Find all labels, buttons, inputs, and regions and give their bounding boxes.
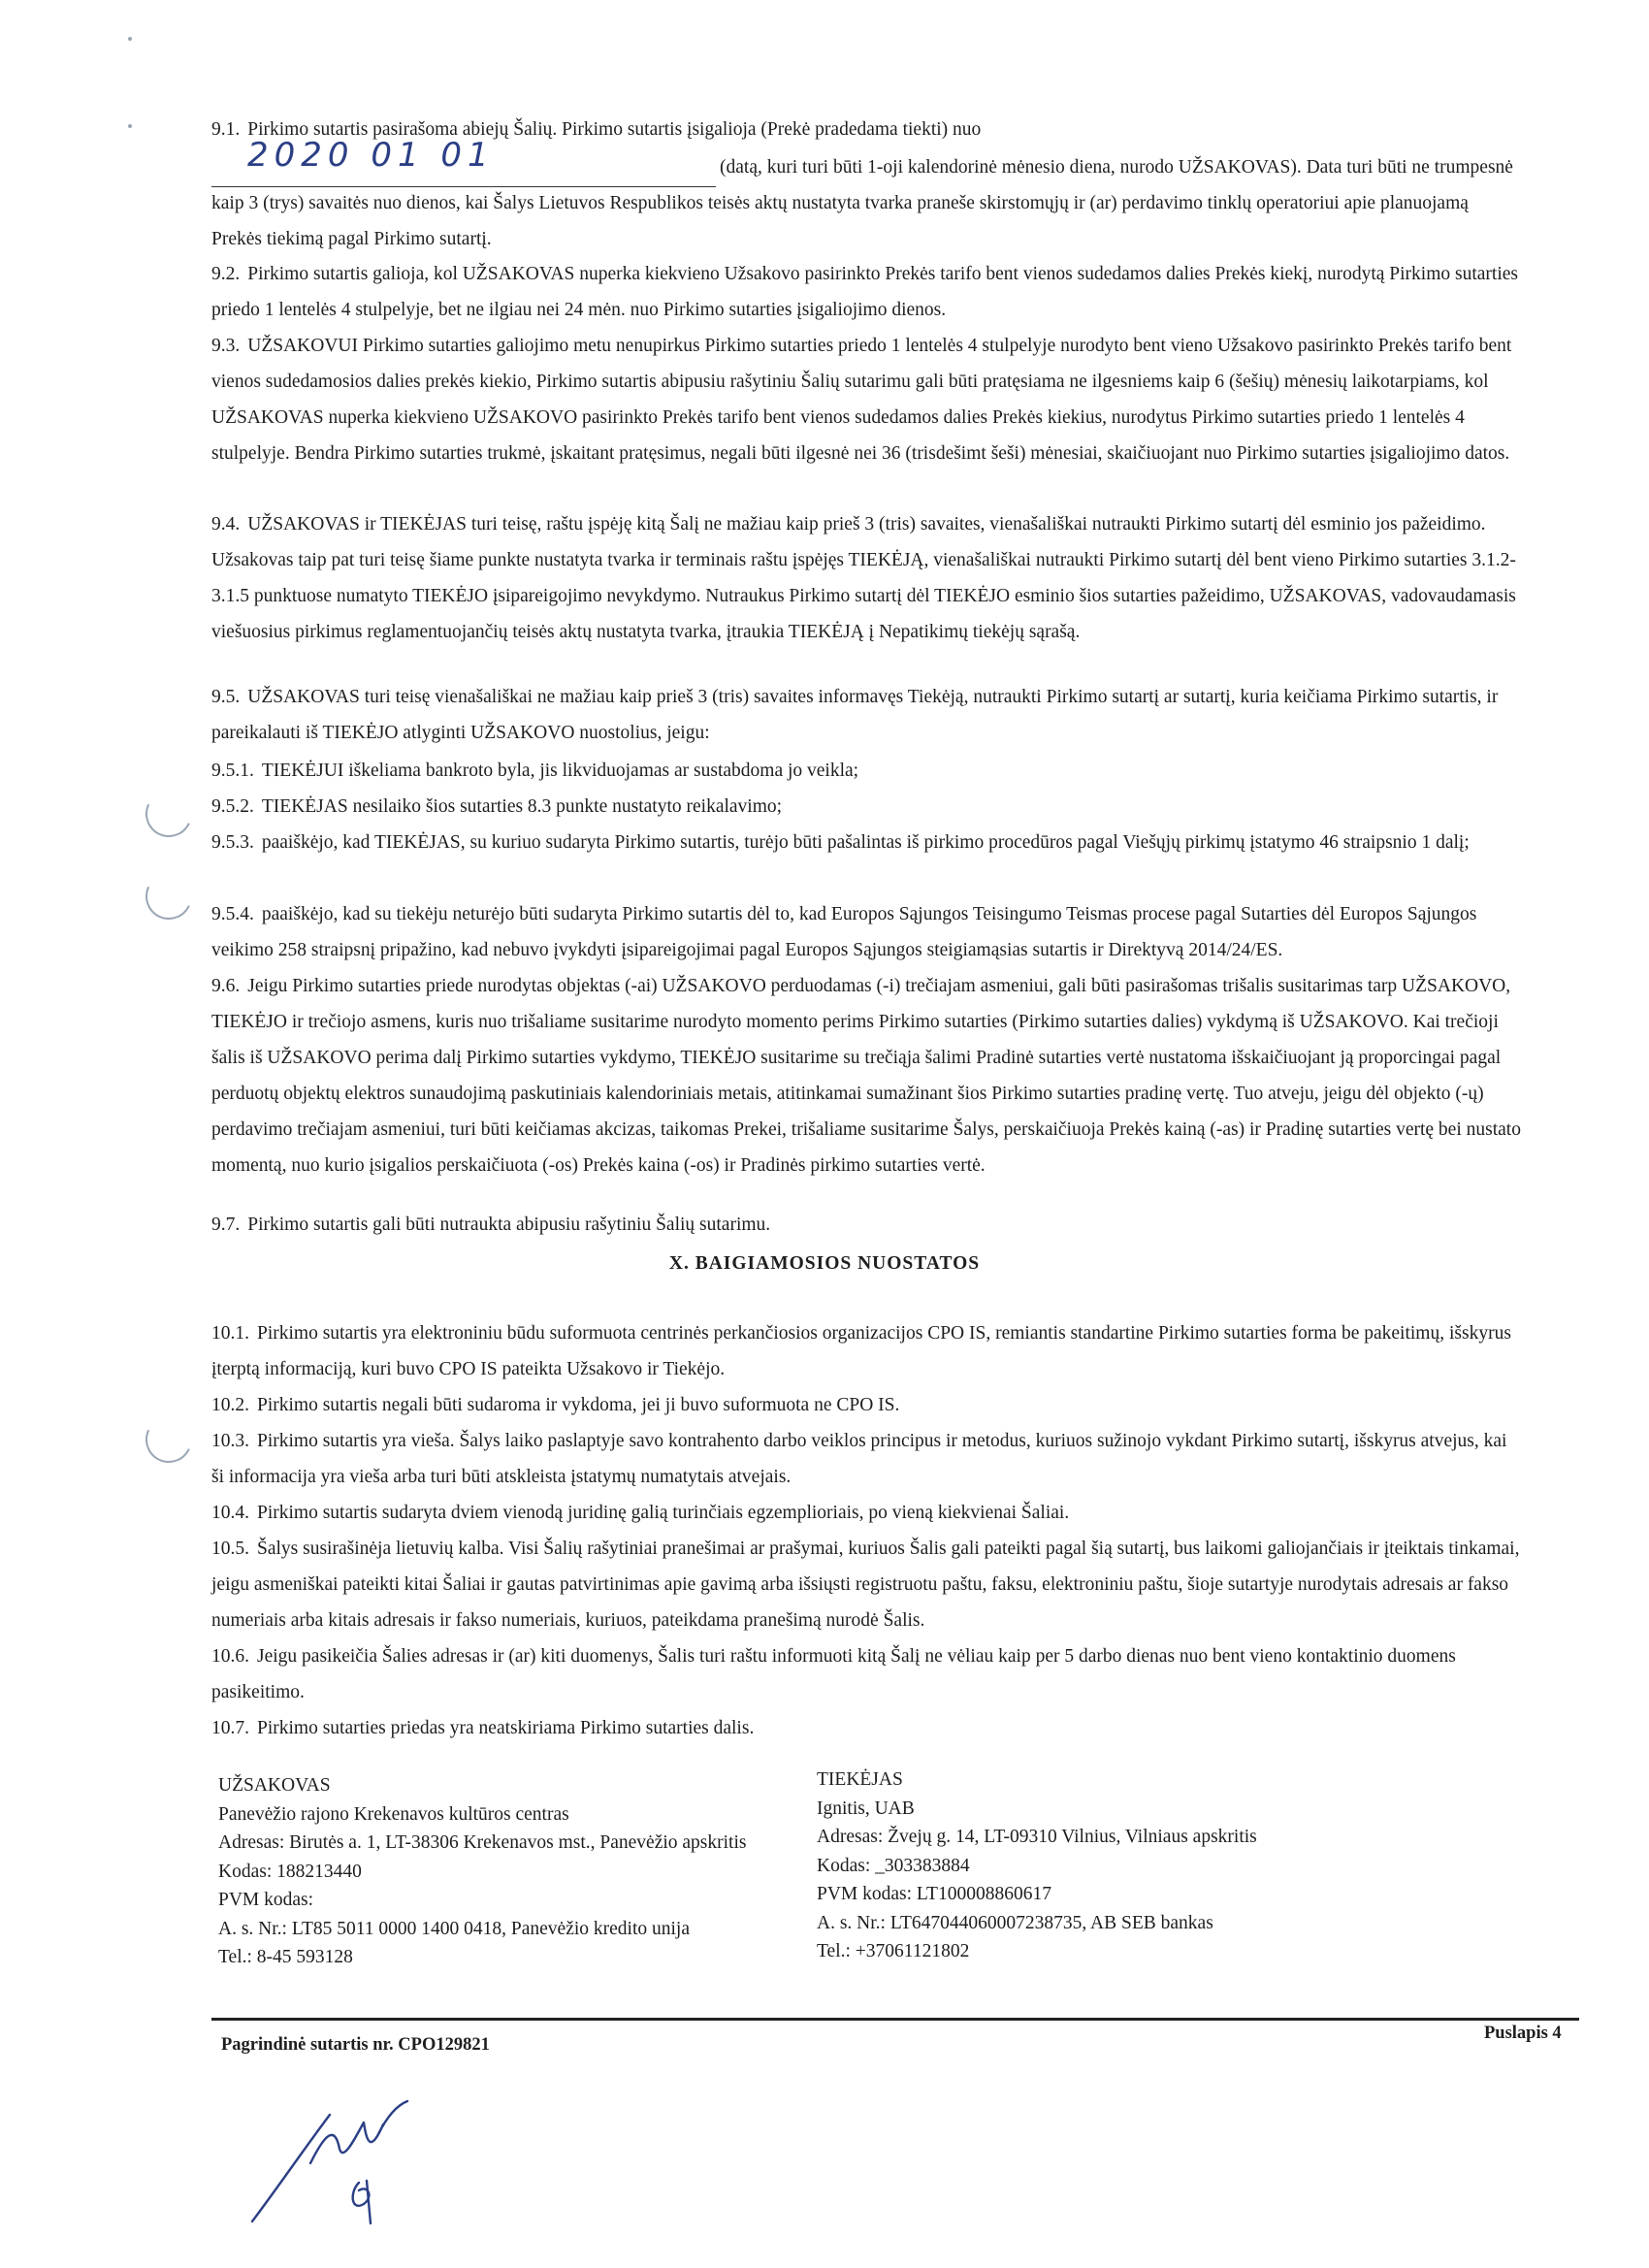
scan-dot xyxy=(128,37,132,41)
supplier-address: Adresas: Žvejų g. 14, LT-09310 Vilnius, Vilniaus apskritis xyxy=(817,1827,1257,1847)
supplier-block xyxy=(817,1766,1257,1966)
handwritten-date: 2020 01 01 xyxy=(247,136,495,175)
supplier-name: Ignitis, UAB xyxy=(817,1798,915,1819)
buyer-phone: Tel.: 8-45 593128 xyxy=(218,1947,353,1967)
supplier-code: Kodas: _303383884 xyxy=(817,1855,970,1876)
punch-hole-mark xyxy=(139,866,199,926)
buyer-address: Adresas: Birutės a. 1, LT-38306 Krekenavos mst., Panevėžio apskritis xyxy=(218,1832,747,1853)
clause-9-5: 9.5. UŽSAKOVAS turi teisę vienašališkai ne mažiau kaip prieš 3 (tris) savaites informavęs Tiekėją, nutraukti Pirkimo sutartį ar sutartį, kuria keičiama Pirkimo sutartis, ir pareikalauti iš TIEKĖJO atlyginti UŽSAKOVO nuostolius, jeigu: xyxy=(211,687,1499,743)
buyer-vat: PVM kodas: xyxy=(218,1890,314,1910)
punch-hole-mark xyxy=(139,1409,199,1470)
clause-9-4: 9.4. UŽSAKOVAS ir TIEKĖJAS turi teisę, raštu įspėję kitą Šalį ne mažiau kaip prieš 3 (tris) savaites, vienašališkai nutraukti Pirkimo sutartį dėl esminio jos pažeidimo. Užsakovas taip pat turi teisę šiame punkte nustatyta tvarka ir terminais raštu įspėjęs TIEKĖJĄ, vienašališkai nutraukti Pirkimo sutartį dėl bent vieno Pirkimo sutarties 3.1.2-3.1.5 punktuose numatyto TIEKĖJO įsipareigojimo nevykdymo. Nutraukus Pirkimo sutartį dėl TIEKĖJO esminio šios sutarties pažeidimo, UŽSAKOVAS, vadovaudamasis viešuosius pirkimus reglamentuojančių teisės aktų nustatyta tvarka, įtraukia TIEKĖJĄ į Nepatikimų tiekėjų sąrašą. xyxy=(211,514,1516,642)
supplier-phone: Tel.: +37061121802 xyxy=(817,1941,970,1961)
clause-10-1: 10.1. Pirkimo sutartis yra elektroniniu būdu suformuota centrinės perkančiosios organizacijos CPO IS, remiantis standartine Pirkimo sutarties forma be pakeitimų, išskyrus įterptą informaciją, kuri buvo CPO IS pateikta Užsakovo ir Tiekėjo. xyxy=(211,1323,1511,1379)
clause-9-7: 9.7. Pirkimo sutartis gali būti nutraukta abipusiu rašytiniu Šalių sutarimu. xyxy=(211,1215,771,1235)
buyer-role: UŽSAKOVAS xyxy=(218,1775,331,1796)
clause-10-2: 10.2. Pirkimo sutartis negali būti sudaroma ir vykdoma, jei ji buvo suformuota ne CPO IS. xyxy=(211,1395,900,1415)
footer-contract-number: Pagrindinė sutartis nr. CPO129821 xyxy=(221,2035,490,2055)
clause-9-1: 9.1. Pirkimo sutartis pasirašoma abiejų Šalių. Pirkimo sutartis įsigalioja (Prekė pradedama tiekti) nuo xyxy=(211,119,982,140)
clause-10-6: 10.6. Jeigu pasikeičia Šalies adresas ir (ar) kiti duomenys, Šalis turi raštu informuoti kitą Šalį ne vėliau kaip per 5 darbo dienas nuo bent vieno kontaktinio duomens pasikeitimo. xyxy=(211,1646,1456,1702)
section-heading: X. BAIGIAMOSIOS NUOSTATOS xyxy=(668,1253,981,1274)
clause-10-5: 10.5. Šalys susirašinėja lietuvių kalba. Visi Šalių rašytiniai pranešimai ar prašymai, kuriuos Šalis gali pateikti pagal šią sutartį, bus laikomi galiojančiais ir įteiktais tinkamai, jeigu asmeniškai pateikti kitai Šaliai ir gautas patvirtinimas apie gavimą arba išsiųsti registruotu paštu, faksu, elektroniniu paštu, šioje sutartyje nurodytais adresais ar fakso numeriais arba kitais adresais ir fakso numeriais, kuriuos, pateikdama pranešimą nurodė Šalis. xyxy=(211,1539,1520,1631)
clause-9-5-4: 9.5.4. paaiškėjo, kad su tiekėju neturėjo būti sudaryta Pirkimo sutartis dėl to, kad Europos Sąjungos Teisingumo Teismas procese pagal Sutarties dėl Europos Sąjungos veikimo 258 straipsnį pripažino, kad nebuvo įvykdyti įsipareigojimai pagal Europos Sąjungos steigiamąsias sutartis ir Direktyvą 2014/24/ES. xyxy=(211,904,1477,960)
clause-9-3: 9.3. UŽSAKOVUI Pirkimo sutarties galiojimo metu nenupirkus Pirkimo sutarties priedo 1 lentelės 4 stulpelyje nurodyto bent vieno Užsakovo pasirinkto Prekės tarifo bent vienos sudedamosios dalies prekės kiekio, Pirkimo sutartis abipusiu rašytiniu Šalių sutarimu gali būti pratęsiama ne ilgesniems kaip 6 (šešių) mėnesių laikotarpiams, kol UŽSAKOVAS nuperka kiekvieno UŽSAKOVO pasirinkto Prekės tarifo bent vienos sudedamos dalies Prekės kiekius, nurodytus Pirkimo sutarties priedo 1 lentelės 4 stulpelyje. Bendra Pirkimo sutarties trukmė, įskaitant pratęsimus, negali būti ilgesnė nei 36 (trisdešimt šeši) mėnesiai, skaičiuojant nuo Pirkimo sutarties įsigaliojimo datos. xyxy=(211,336,1512,464)
footer-page-number: Puslapis 4 xyxy=(1484,2024,1562,2043)
clause-10-3: 10.3. Pirkimo sutartis yra vieša. Šalys laiko paslaptyje savo kontrahento darbo veiklos principus ir metodus, kuriuos sužinojo vykdant Pirkimo sutartį, išskyrus atvejus, kai ši informacija yra vieša arba turi būti atskleista įstatymų numatytais atvejais. xyxy=(211,1431,1507,1487)
buyer-name: Panevėžio rajono Krekenavos kultūros centras xyxy=(218,1803,569,1825)
footer-rule xyxy=(211,2018,1579,2021)
scan-dot xyxy=(128,124,132,128)
buyer-block xyxy=(218,1771,746,1972)
clause-9-1-continued: (datą, kuri turi būti 1-oji kalendorinė mėnesio diena, nurodo UŽSAKOVAS). Data turi būti ne trumpesnė kaip 3 (trys) savaitės nuo dienos, kai Šalys Lietuvos Respublikos teisės aktų nustatyta tvarka praneše skirstomųjų ir (ar) perdavimo tinklų operatoriui apie planuojamą Prekės tiekimą pagal Pirkimo sutartį. xyxy=(211,157,1513,249)
signature-icon xyxy=(242,2095,436,2231)
buyer-account: A. s. Nr.: LT85 5011 0000 1400 0418, Panevėžio kredito unija xyxy=(218,1918,691,1939)
clause-9-5-2: 9.5.2. TIEKĖJAS nesilaiko šios sutarties 8.3 punkte nustatyto reikalavimo; xyxy=(211,796,783,817)
clause-9-6: 9.6. Jeigu Pirkimo sutarties priede nurodytas objektas (-ai) UŽSAKOVO perduodamas (-i) trečiajam asmeniui, gali būti pasirašomas trišalis susitarimas tarp UŽSAKOVO, TIEKĖJO ir trečiojo asmens, kuris nuo trišaliame susitarime nurodyto momento perims Pirkimo sutarties (Pirkimo sutarties dalies) vykdymą iš UŽSAKOVO. Kai trečioji šalis iš UŽSAKOVO perima dalį Pirkimo sutarties vykdymo, TIEKĖJO susitarime su trečiąja šalimi Pradinė sutarties vertė nustatoma išskaičiuojant ją proporcingai pagal perduotų objektų elektros sunaudojimą paskutiniais kalendoriniais metais, atitinkamai sumažinant šios Pirkimo sutarties pradinę vertę. Tuo atveju, jeigu dėl objekto (-ų) perdavimo trečiajam asmeniui, turi būti keičiamas akcizas, taikomas Prekei, trišaliame susitarime Šalys, perskaičiuoja Prekės kainą (-as) ir Pradinę sutarties vertę bei nustato momentą, nuo kurio įsigalios perskaičiuota (-os) Prekės kaina (-os) ir Pradinės pirkimo sutarties vertė. xyxy=(211,976,1521,1176)
supplier-vat: PVM kodas: LT100008860617 xyxy=(817,1884,1051,1904)
supplier-account: A. s. Nr.: LT647044060007238735, AB SEB bankas xyxy=(817,1912,1213,1933)
clause-10-4: 10.4. Pirkimo sutartis sudaryta dviem vienodą juridinę galią turinčiais egzemplioriais, po vieną kiekvienai Šaliai. xyxy=(211,1503,1070,1523)
clause-9-5-1: 9.5.1. TIEKĖJUI iškeliama bankroto byla, jis likviduojamas ar sustabdoma jo veikla; xyxy=(211,761,859,781)
supplier-role: TIEKĖJAS xyxy=(817,1769,903,1790)
buyer-code: Kodas: 188213440 xyxy=(218,1861,362,1882)
punch-hole-mark xyxy=(139,784,199,844)
clause-10-7: 10.7. Pirkimo sutarties priedas yra neatskiriama Pirkimo sutarties dalis. xyxy=(211,1718,755,1738)
clause-9-2: 9.2. Pirkimo sutartis galioja, kol UŽSAKOVAS nuperka kiekvieno Užsakovo pasirinkto Prekės tarifo bent vienos sudedamos dalies Prekės kiekį, nurodytą Pirkimo sutarties priedo 1 lentelės 4 stulpelyje, bet ne ilgiau nei 24 mėn. nuo Pirkimo sutarties įsigaliojimo dienos. xyxy=(211,264,1518,320)
clause-9-5-3: 9.5.3. paaiškėjo, kad TIEKĖJAS, su kuriuo sudaryta Pirkimo sutartis, turėjo būti pašalintas iš pirkimo procedūros pagal Viešųjų pirkimų įstatymo 46 straipsnio 1 dalį; xyxy=(211,832,1470,853)
